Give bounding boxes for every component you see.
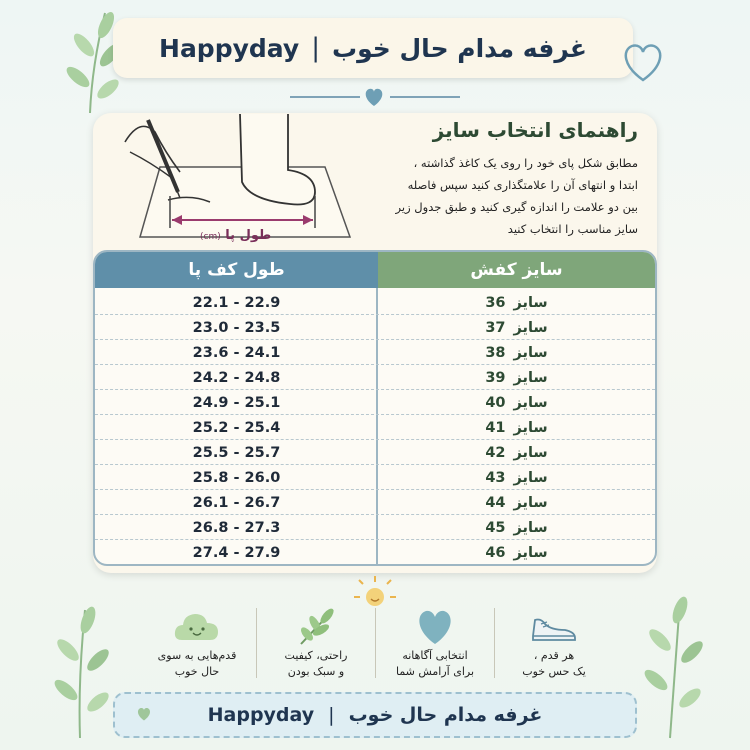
size-number: 43: [485, 469, 506, 486]
size-number: 39: [485, 369, 506, 386]
header-brand: Happyday: [159, 33, 300, 63]
features-strip: [138, 600, 612, 685]
foot-length-cell: 23.0 - 23.5: [192, 319, 281, 336]
foot-length-cell: 25.2 - 25.4: [192, 419, 281, 436]
feature-text: [376, 648, 494, 680]
size-word: سایز: [513, 344, 548, 361]
size-number: 37: [485, 319, 506, 336]
size-number: 41: [485, 419, 506, 436]
header-foot-length: طول کف پا: [95, 252, 378, 288]
heart-outline-icon: [618, 40, 668, 85]
table-row: [95, 365, 655, 390]
size-word: سایز: [513, 294, 548, 311]
table-row: [95, 290, 655, 315]
divider-left: [290, 96, 360, 98]
header-shoe-size: سایز کفش: [378, 252, 655, 288]
foot-length-cell: 26.8 - 27.3: [192, 519, 281, 536]
heart-icon: [410, 606, 460, 646]
table-row: [95, 490, 655, 515]
table-row: [95, 315, 655, 340]
footer-brand: Happyday: [207, 704, 315, 726]
feature-line: قدم‌هایی به سوی: [157, 649, 237, 662]
shoe-size-cell: [378, 315, 655, 340]
foot-length-cell: 22.1 - 22.9: [192, 294, 281, 311]
shoe-size-cell: [378, 365, 655, 390]
shoe-size-cell: [378, 515, 655, 540]
size-number: 44: [485, 494, 506, 511]
table-body: [95, 290, 655, 566]
table-row: [95, 540, 655, 565]
table-row: [95, 415, 655, 440]
feature-item: [495, 600, 613, 685]
foot-length-cell: 23.6 - 24.1: [192, 344, 281, 361]
foot-length-cell: 25.8 - 26.0: [192, 469, 281, 486]
guide-line: ابتدا و انتهای آن را علامتگذاری کنید سپس فاصله: [407, 178, 638, 192]
feature-line: انتخابی آگاهانه: [402, 649, 468, 662]
header-title: غرفه مدام حال خوب: [331, 33, 587, 63]
guide-title: راهنمای انتخاب سایز: [432, 118, 638, 142]
footer-title: غرفه مدام حال خوب: [348, 704, 543, 726]
divider-right: [390, 96, 460, 98]
guide-instructions: [370, 152, 638, 240]
cloud-icon: [172, 606, 222, 646]
size-number: 36: [485, 294, 506, 311]
feature-line: حال خوب: [174, 665, 220, 678]
size-word: سایز: [513, 369, 548, 386]
leaf-icon: [291, 606, 341, 646]
table-row: [95, 515, 655, 540]
feature-line: و سبک بودن: [287, 665, 345, 678]
guide-line: بین دو علامت را اندازه گیری کنید و طبق جدول زیر: [395, 200, 638, 214]
shoe-size-cell: [378, 540, 655, 565]
size-word: سایز: [513, 469, 548, 486]
guide-line: سایز مناسب را انتخاب کنید: [507, 222, 638, 236]
header-banner: [113, 18, 633, 78]
shoe-size-cell: [378, 465, 655, 490]
foot-length-cell: 27.4 - 27.9: [192, 544, 281, 561]
size-word: سایز: [513, 319, 548, 336]
feature-item: [376, 600, 494, 685]
small-heart-icon: [135, 706, 153, 722]
size-word: سایز: [513, 494, 548, 511]
header-separator: |: [311, 33, 320, 63]
footer-banner: [113, 692, 637, 738]
feature-line: یک حس خوب: [522, 665, 586, 678]
size-word: سایز: [513, 444, 548, 461]
foot-length-cell: 25.5 - 25.7: [192, 444, 281, 461]
shoe-size-cell: [378, 290, 655, 315]
size-word: سایز: [513, 394, 548, 411]
feature-line: راحتی، کیفیت: [284, 649, 348, 662]
feature-item: [257, 600, 375, 685]
feature-text: [495, 648, 613, 680]
small-heart-icon: [362, 86, 386, 108]
foot-length-cell: 26.1 - 26.7: [192, 494, 281, 511]
feature-line: برای آرامش شما: [395, 665, 475, 678]
feature-text: [257, 648, 375, 680]
size-number: 46: [485, 544, 506, 561]
shoe-icon: [529, 606, 579, 646]
table-row: [95, 440, 655, 465]
table-row: [95, 390, 655, 415]
shoe-size-cell: [378, 390, 655, 415]
size-number: 38: [485, 344, 506, 361]
table-header: [95, 252, 655, 288]
shoe-size-cell: [378, 490, 655, 515]
foot-length-label: [200, 228, 271, 243]
shoe-size-cell: [378, 340, 655, 365]
size-number: 45: [485, 519, 506, 536]
feature-item: [138, 600, 256, 685]
size-word: سایز: [513, 544, 548, 561]
size-number: 40: [485, 394, 506, 411]
footer-separator: |: [328, 704, 335, 726]
size-word: سایز: [513, 519, 548, 536]
foot-length-cell: 24.9 - 25.1: [192, 394, 281, 411]
foot-length-unit: (cm): [200, 232, 221, 242]
feature-text: [138, 648, 256, 680]
shoe-size-cell: [378, 440, 655, 465]
foot-length-text: طول پا: [225, 228, 272, 243]
table-row: [95, 465, 655, 490]
shoe-size-cell: [378, 415, 655, 440]
size-word: سایز: [513, 419, 548, 436]
size-number: 42: [485, 444, 506, 461]
size-table: [93, 250, 657, 566]
guide-line: مطابق شکل پای خود را روی یک کاغذ گذاشته ،: [413, 156, 638, 170]
feature-line: هر قدم ،: [533, 649, 575, 662]
table-row: [95, 340, 655, 365]
foot-length-cell: 24.2 - 24.8: [192, 369, 281, 386]
